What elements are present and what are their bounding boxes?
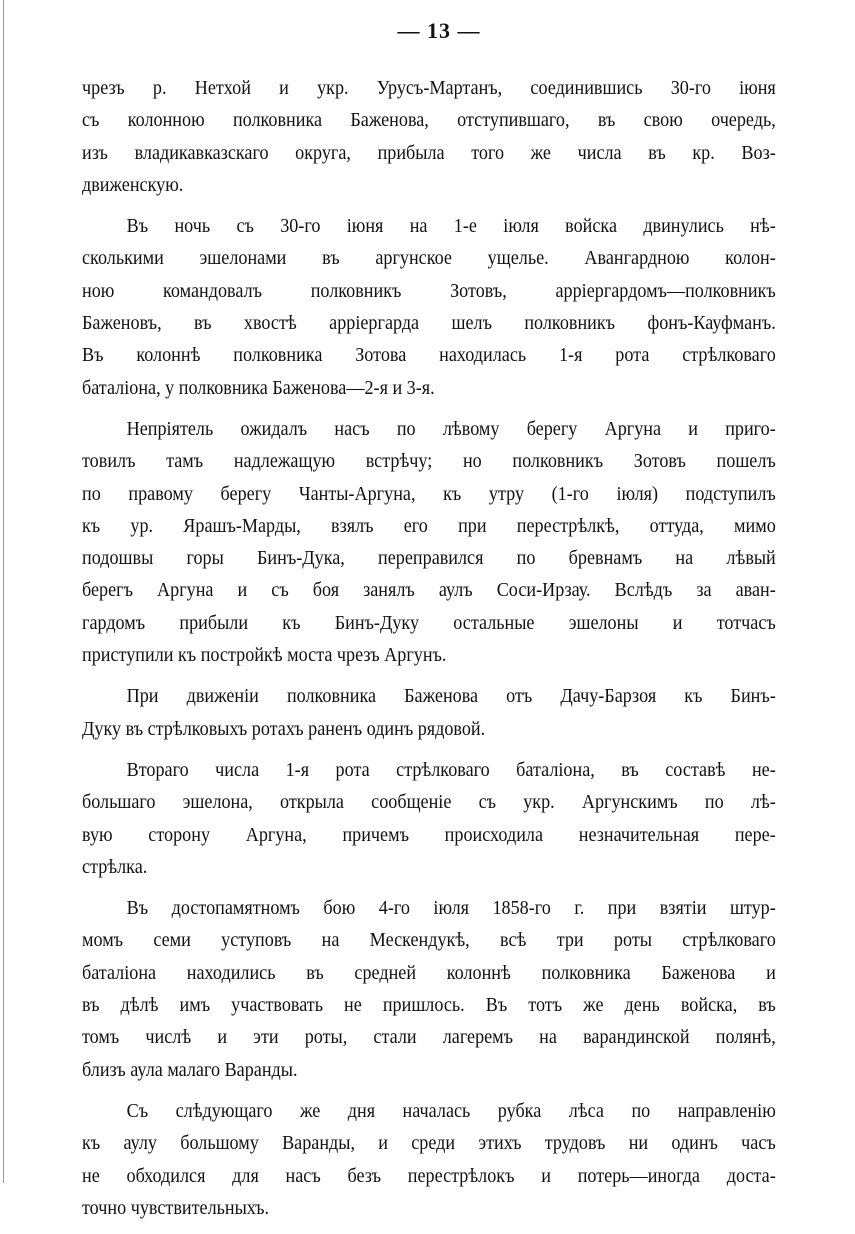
text-line: Въ колоннѣ полковника Зотова находилась 1-я рота стрѣлковаго	[82, 345, 776, 367]
text-line: Дуку въ стрѣлковыхъ ротахъ раненъ одинъ рядовой.	[82, 718, 486, 740]
text-line: чрезъ р. Нетхой и укр. Урусъ-Мартанъ, соединившись 30-го іюня	[82, 78, 776, 99]
page-edge-rule	[3, 0, 4, 1183]
text-line: въ дѣлѣ имъ участвовать не пришлось. Въ тотъ же день войска, въ	[82, 995, 776, 1017]
text-line: точно чувствительныхъ.	[82, 1197, 270, 1219]
text-line: большаго эшелона, открыла сообщеніе съ укр. Аргунскимъ по лѣ-	[82, 792, 776, 814]
text-line: близъ аула малаго Варанды.	[82, 1059, 298, 1081]
text-line: стрѣлка.	[82, 856, 148, 878]
paragraph	[82, 73, 776, 202]
text-line: гардомъ прибыли къ Бинъ-Дуку остальные эшелоны и тотчасъ	[82, 612, 776, 634]
page-number: — 13 —	[397, 18, 481, 43]
text-line: къ ур. Ярашъ-Марды, взялъ его при перестрѣлкѣ, оттуда, мимо	[82, 515, 776, 537]
text-line: не обходился для насъ безъ перестрѣлокъ и потерь—иногда доста-	[82, 1165, 776, 1187]
text-line: Баженовъ, въ хвостѣ арріергарда шелъ полковникъ фонъ-Кауфманъ.	[82, 313, 776, 335]
text-line: Въ достопамятномъ бою 4-го іюля 1858-го г. при взятіи штур-	[126, 898, 776, 920]
text-line: томъ числѣ и эти роты, стали лагеремъ на варандинской полянѣ,	[82, 1027, 776, 1049]
text-line: Въ ночь съ 30-го іюня на 1-е іюля войска двинулись нѣ-	[126, 216, 776, 238]
text-line: баталіона, у полковника Баженова—2-я и 3-я.	[82, 377, 435, 399]
paragraph	[82, 1096, 776, 1225]
text-line: товилъ тамъ надлежащую встрѣчу; но полковникъ Зотовъ пошелъ	[82, 451, 776, 473]
text-line: сколькими эшелонами въ аргунское ущелье. Авангардною колон-	[82, 248, 776, 270]
text-line: по правому берегу Чанты-Аргуна, къ утру (1-го іюля) подступилъ	[82, 483, 776, 505]
text-line: къ аулу большому Варанды, и среди этихъ трудовъ ни одинъ часъ	[82, 1133, 776, 1155]
paragraph	[82, 414, 776, 672]
text-line: движенскую.	[82, 174, 184, 196]
text-line: приступили къ постройкѣ моста чрезъ Аргунъ.	[82, 645, 447, 667]
paragraph	[82, 755, 776, 884]
text-line: При движеніи полковника Баженова отъ Дачу-Барзоя къ Бинъ-	[126, 686, 776, 708]
text-line: подошвы горы Бинъ-Дука, переправился по бревнамъ на лѣвый	[82, 548, 776, 570]
paragraph	[82, 211, 776, 405]
text-line: съ колонною полковника Баженова, отступившаго, въ свою очередь,	[82, 110, 776, 132]
text-line: Съ слѣдующаго же дня началась рубка лѣса по направленію	[126, 1100, 776, 1122]
paragraph	[82, 893, 776, 1087]
text-line: момъ семи уступовъ на Мескендукѣ, всѣ три роты стрѣлковаго	[82, 930, 776, 952]
text-line: изъ владикавказскаго округа, прибыла того же числа въ кр. Воз-	[82, 142, 776, 164]
text-line: вую сторону Аргуна, причемъ происходила незначительная пере-	[82, 824, 776, 846]
body-text	[82, 73, 776, 1234]
text-line: Непріятель ожидалъ насъ по лѣвому берегу Аргуна и приго-	[126, 418, 776, 440]
text-line: баталіона находились въ средней колоннѣ полковника Баженова и	[82, 962, 776, 984]
text-line: Втораго числа 1-я рота стрѣлковаго баталіона, въ составѣ не-	[126, 759, 776, 781]
text-line: ною командовалъ полковникъ Зотовъ, арріергардомъ—полковникъ	[82, 280, 776, 302]
text-line: берегъ Аргуна и съ боя занялъ аулъ Соси-Ирзау. Вслѣдъ за аван-	[82, 580, 776, 602]
paragraph	[82, 681, 776, 746]
